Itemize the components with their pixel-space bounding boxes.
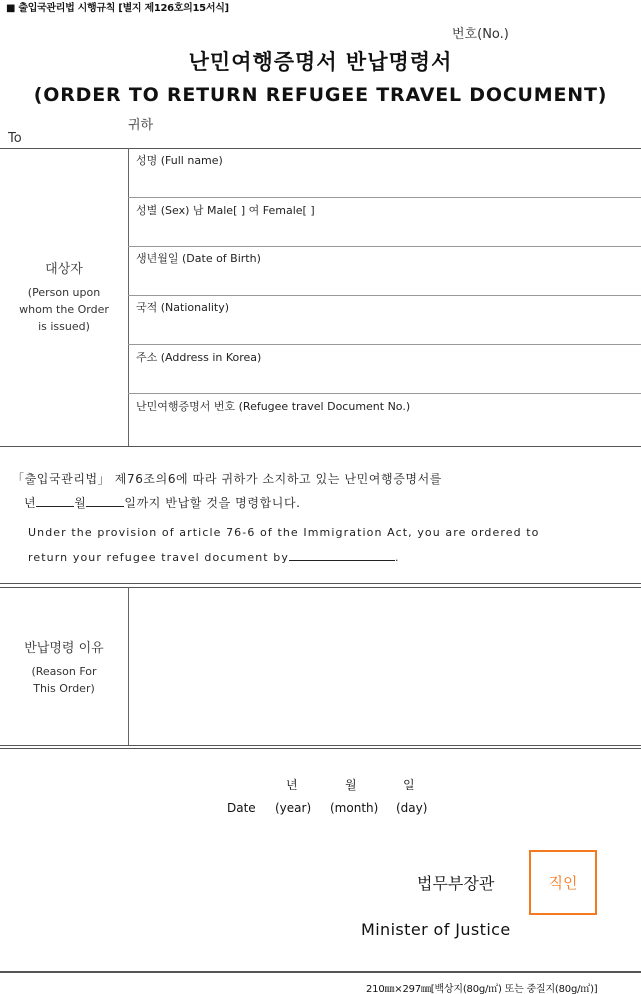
paper-spec: 210㎜×297㎜[백상지(80g/㎡) 또는 중질지(80g/㎡)] bbox=[366, 984, 598, 994]
date-year-en: (year) bbox=[275, 801, 312, 815]
reason-label-en-line: This Order) bbox=[33, 682, 95, 695]
reason-label-ko: 반납명령 이유 bbox=[24, 641, 104, 656]
divider-top bbox=[0, 148, 641, 149]
order-day-tail: 일까지 반납할 것을 명령합니다. bbox=[124, 496, 301, 510]
subject-label-en bbox=[0, 284, 128, 335]
order-text-en-line1: Under the provision of article 76-6 of the Immigration Act, you are ordered to bbox=[28, 526, 540, 539]
subject-label-ko: 대상자 bbox=[45, 262, 83, 277]
minister-title-english: Minister of Justice bbox=[361, 920, 511, 939]
divider-subject-bottom bbox=[0, 446, 641, 447]
year-blank[interactable] bbox=[36, 496, 74, 507]
field-full-name[interactable]: 성명 (Full name) bbox=[136, 154, 223, 167]
divider-reason-bottom-1 bbox=[0, 745, 641, 746]
divider-reason-bottom-2 bbox=[0, 748, 641, 749]
field-divider bbox=[128, 393, 641, 394]
field-divider bbox=[128, 344, 641, 345]
seal-text: 직인 bbox=[548, 874, 578, 892]
minister-title-korean: 법무부장관 bbox=[417, 874, 495, 893]
field-nationality[interactable]: 국적 (Nationality) bbox=[136, 301, 230, 314]
document-number-label: 번호(No.) bbox=[452, 27, 509, 42]
order-text-ko-line1: 「출입국관리법」 제76조의6에 따라 귀하가 소지하고 있는 난민여행증명서를 bbox=[12, 472, 442, 486]
date-month-ko: 월 bbox=[345, 778, 357, 792]
field-travel-document-number[interactable]: 난민여행증명서 번호 (Refugee travel Document No.) bbox=[136, 400, 411, 413]
official-seal bbox=[529, 850, 597, 915]
subject-column-divider bbox=[128, 148, 129, 446]
order-text-en-line2 bbox=[28, 550, 400, 564]
month-blank[interactable] bbox=[86, 496, 124, 507]
order-text-ko-line2 bbox=[24, 494, 301, 511]
order-year-label: 년 bbox=[24, 496, 37, 510]
date-year-ko: 년 bbox=[286, 778, 298, 792]
reason-input-area[interactable] bbox=[129, 588, 641, 745]
addressee-english: To bbox=[8, 131, 22, 146]
field-sex[interactable]: 성별 (Sex) 남 Male[ ] 여 Female[ ] bbox=[136, 204, 315, 217]
field-divider bbox=[128, 246, 641, 247]
field-date-of-birth[interactable]: 생년월일 (Date of Birth) bbox=[136, 252, 261, 265]
reason-label-en bbox=[0, 663, 128, 697]
title-korean: 난민여행증명서 반납명령서 bbox=[188, 50, 453, 74]
subject-label-en-line: (Person upon bbox=[27, 286, 101, 299]
order-month-label: 월 bbox=[74, 496, 87, 510]
title-english: (ORDER TO RETURN REFUGEE TRAVEL DOCUMENT) bbox=[33, 84, 608, 106]
reason-label bbox=[0, 640, 128, 697]
addressee-korean: 귀하 bbox=[128, 118, 154, 133]
return-date-blank[interactable] bbox=[289, 550, 395, 561]
date-month-en: (month) bbox=[330, 801, 379, 815]
field-divider bbox=[128, 295, 641, 296]
date-day-en: (day) bbox=[396, 801, 428, 815]
divider-order-bottom-1 bbox=[0, 583, 641, 584]
field-address[interactable]: 주소 (Address in Korea) bbox=[136, 351, 262, 364]
order-en-line2-text: return your refugee travel document by bbox=[28, 551, 289, 564]
field-divider bbox=[128, 197, 641, 198]
reason-label-en-line: (Reason For bbox=[31, 665, 97, 678]
subject-label-en-line: whom the Order bbox=[19, 303, 109, 316]
date-label: Date bbox=[227, 801, 256, 815]
form-reference: ■ 출입국관리법 시행규칙 [별지 제126호의15서식] bbox=[6, 3, 229, 14]
subject-label-en-line: is issued) bbox=[38, 320, 90, 333]
subject-label bbox=[0, 261, 128, 335]
date-day-ko: 일 bbox=[403, 778, 415, 792]
divider-footer bbox=[0, 971, 641, 973]
order-en-end: . bbox=[394, 551, 400, 564]
